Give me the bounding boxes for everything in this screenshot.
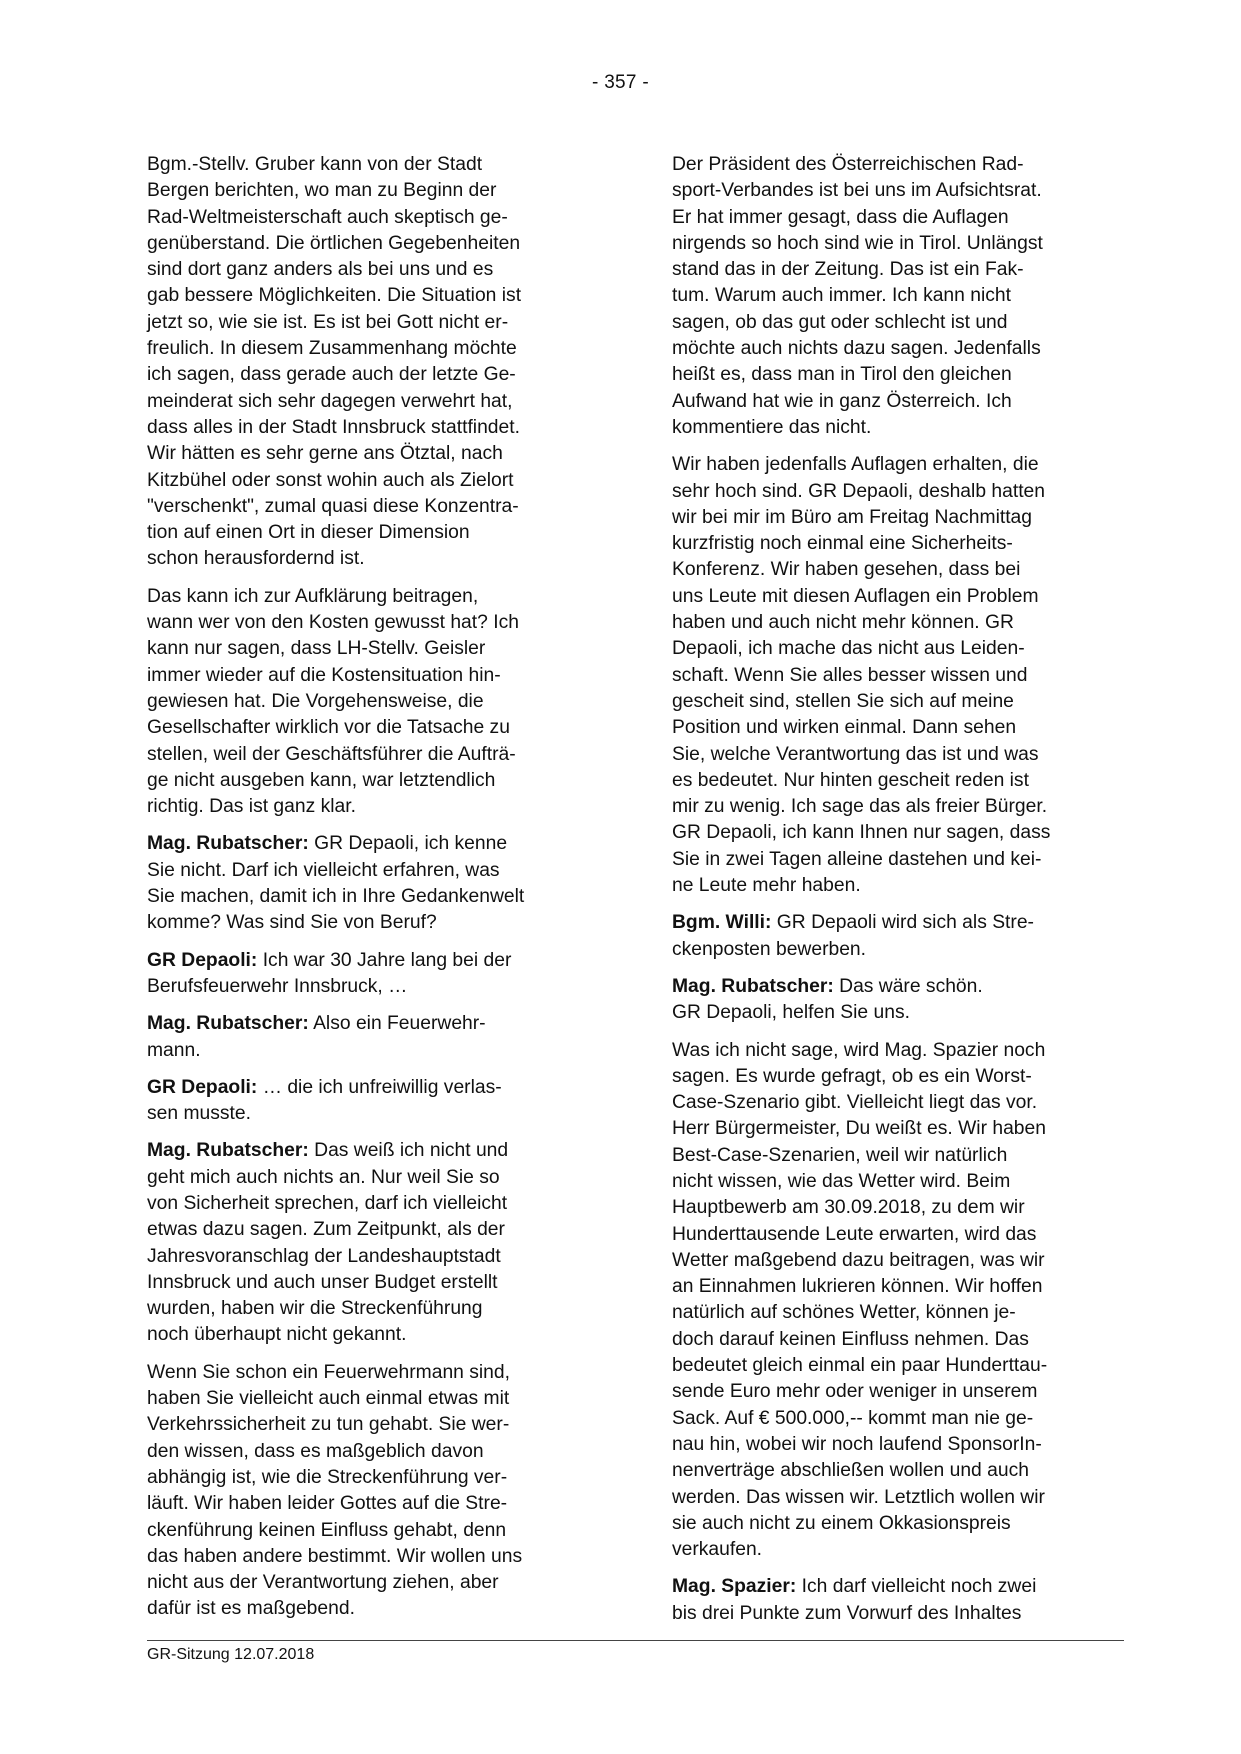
text-paragraph (672, 452, 1142, 899)
text-line: Wir haben jedenfalls Auflagen erhalten, die (672, 454, 1039, 476)
text-line: kann nur sagen, dass LH-Stellv. Geisler (147, 638, 486, 660)
text-line: kommentiere das nicht. (672, 416, 872, 438)
text-line (147, 831, 617, 857)
text-line: Innsbruck und auch unser Budget erstellt (147, 1271, 498, 1293)
text-line: Bgm.-Stellv. Gruber kann von der Stadt (147, 154, 483, 175)
text-line: gewiesen hat. Die Vorgehensweise, die (147, 690, 484, 712)
text-line: dafür ist es maßgebend. (147, 1598, 355, 1620)
text-line: meinderat sich sehr dagegen verwehrt hat, (147, 390, 513, 412)
text-line: Konferenz. Wir haben gesehen, dass bei (672, 559, 1021, 581)
speech-paragraph (147, 948, 617, 1001)
text-line: nicht aus der Verantwortung ziehen, aber (147, 1572, 499, 1594)
text-line: haben und auch nicht mehr können. GR (672, 612, 1014, 634)
text-line: haben Sie vielleicht auch einmal etwas mit (147, 1388, 510, 1410)
text-line (147, 1011, 617, 1037)
text-line: Case-Szenario gibt. Vielleicht liegt das vor. (672, 1092, 1038, 1114)
text-line: kurzfristig noch einmal eine Sicherheits- (672, 533, 1013, 555)
speaker-name: Mag. Rubatscher: (147, 833, 309, 855)
text-line: tum. Warum auch immer. Ich kann nicht (672, 285, 1011, 307)
text-line: werden. Das wissen wir. Letztlich wollen wir (672, 1486, 1045, 1508)
speech-paragraph (672, 1574, 1142, 1627)
text-line: natürlich auf schönes Wetter, können je- (672, 1302, 1016, 1324)
text-line: "verschenkt", zumal quasi diese Konzentra- (147, 495, 519, 517)
text-line (672, 974, 1142, 1000)
text-line: etwas dazu sagen. Zum Zeitpunkt, als der (147, 1219, 505, 1241)
text-line: abhängig ist, wie die Streckenführung ver- (147, 1466, 508, 1488)
text-line: gescheit sind, stellen Sie sich auf meine (672, 690, 1014, 712)
speech-text: Also ein Feuerwehr- (308, 1013, 486, 1035)
text-line: verkaufen. (672, 1539, 763, 1561)
text-line: ne Leute mehr haben. (672, 875, 861, 897)
text-line: ckenposten bewerben. (672, 938, 867, 960)
text-line: Aufwand hat wie in ganz Österreich. Ich (672, 390, 1012, 412)
text-line: komme? Was sind Sie von Beruf? (147, 912, 437, 934)
speaker-name: Bgm. Willi: (672, 912, 772, 934)
text-line: bis drei Punkte zum Vorwurf des Inhaltes (672, 1602, 1022, 1624)
text-line: Gesellschafter wirklich vor die Tatsache zu (147, 717, 510, 739)
text-line: das haben andere bestimmt. Wir wollen uns (147, 1545, 523, 1567)
text-line: ckenführung keinen Einfluss gehabt, denn (147, 1519, 507, 1541)
speech-text: Das weiß ich nicht und (308, 1140, 509, 1162)
text-line: nicht wissen, wie das Wetter wird. Beim (672, 1170, 1011, 1192)
text-line: sehr hoch sind. GR Depaoli, deshalb hatten (672, 480, 1045, 502)
speech-paragraph (672, 910, 1142, 963)
text-line: tion auf einen Ort in dieser Dimension (147, 522, 470, 544)
speaker-name: Mag. Rubatscher: (672, 975, 834, 997)
text-line: Bergen berichten, wo man zu Beginn der (147, 180, 497, 202)
text-line: Er hat immer gesagt, dass die Auflagen (672, 206, 1009, 228)
text-line (147, 948, 617, 974)
text-line (672, 910, 1142, 936)
text-line: stand das in der Zeitung. Das ist ein Fak- (672, 259, 1024, 281)
text-line: freulich. In diesem Zusammenhang möchte (147, 338, 517, 360)
text-line: mir zu wenig. Ich sage das als freier Bürger. (672, 796, 1048, 818)
text-line: Der Präsident des Österreichischen Rad- (672, 154, 1024, 175)
text-line: wir bei mir im Büro am Freitag Nachmittag (672, 506, 1033, 528)
text-line: richtig. Das ist ganz klar. (147, 796, 356, 818)
speaker-name: Mag. Rubatscher: (147, 1140, 309, 1162)
text-line: Sie in zwei Tagen alleine dastehen und kei- (672, 848, 1042, 870)
text-line: heißt es, dass man in Tirol den gleichen (672, 364, 1012, 386)
text-line: Sie nicht. Darf ich vielleicht erfahren, was (147, 859, 500, 881)
footer-session-date: GR-Sitzung 12.07.2018 (147, 1646, 315, 1663)
text-line: GR Depaoli, helfen Sie uns. (672, 1002, 910, 1024)
text-line: den wissen, dass es maßgeblich davon (147, 1440, 484, 1462)
text-line: wurden, haben wir die Streckenführung (147, 1298, 483, 1320)
text-line (147, 1075, 617, 1101)
text-paragraph (147, 584, 617, 821)
text-line: doch darauf keinen Einfluss nehmen. Das (672, 1328, 1029, 1350)
text-line: sen musste. (147, 1103, 251, 1125)
text-line: sagen. Es wurde gefragt, ob es ein Worst- (672, 1065, 1032, 1087)
text-line: Depaoli, ich mache das nicht aus Leiden- (672, 638, 1025, 660)
text-line: Verkehrssicherheit zu tun gehabt. Sie wer- (147, 1414, 510, 1436)
speech-paragraph (147, 1011, 617, 1064)
text-paragraph (672, 1038, 1142, 1564)
text-line: Position und wirken einmal. Dann sehen (672, 717, 1017, 739)
speech-text: Ich war 30 Jahre lang bei der (257, 949, 512, 971)
text-line: schaft. Wenn Sie alles besser wissen und (672, 664, 1028, 686)
text-line: nirgends so hoch sind wie in Tirol. Unlängst (672, 232, 1043, 254)
speech-paragraph (672, 974, 1142, 1027)
footer-divider (147, 1640, 1124, 1641)
text-line: immer wieder auf die Kostensituation hin- (147, 664, 501, 686)
text-line: GR Depaoli, ich kann Ihnen nur sagen, dass (672, 822, 1051, 844)
text-line: sind dort ganz anders als bei uns und es (147, 259, 494, 281)
page-number: - 357 - (591, 72, 649, 93)
text-line: Wenn Sie schon ein Feuerwehrmann sind, (147, 1361, 510, 1383)
text-line: Hauptbewerb am 30.09.2018, zu dem wir (672, 1197, 1025, 1219)
speech-paragraph (147, 1075, 617, 1128)
text-line: sende Euro mehr oder weniger in unserem (672, 1381, 1038, 1403)
text-line: Das kann ich zur Aufklärung beitragen, (147, 585, 479, 607)
text-line: sagen, ob das gut oder schlecht ist und (672, 311, 1008, 333)
speech-text: GR Depaoli wird sich als Stre- (771, 912, 1034, 934)
text-line: Best-Case-Szenarien, weil wir natürlich (672, 1144, 1008, 1166)
speech-text: Ich darf vielleicht noch zwei (796, 1576, 1037, 1598)
text-line: genüberstand. Die örtlichen Gegebenheiten (147, 232, 521, 254)
speech-text: … die ich unfreiwillig verlas- (257, 1076, 502, 1098)
text-line: von Sicherheit sprechen, darf ich vielleicht (147, 1192, 508, 1214)
text-line: jetzt so, wie sie ist. Es ist bei Gott nicht er- (147, 311, 509, 333)
text-line: noch überhaupt nicht gekannt. (147, 1324, 407, 1346)
text-line: Sack. Auf € 500.000,-- kommt man nie ge- (672, 1407, 1034, 1429)
text-line: an Einnahmen lukrieren können. Wir hoffen (672, 1276, 1043, 1298)
text-line: Sie, welche Verantwortung das ist und was (672, 743, 1039, 765)
text-line: Herr Bürgermeister, Du weißt es. Wir haben (672, 1118, 1046, 1140)
text-line: Kitzbühel oder sonst wohin auch als Zielort (147, 469, 514, 491)
text-line: Rad-Weltmeisterschaft auch skeptisch ge- (147, 206, 508, 228)
right-column (672, 152, 1142, 1638)
speaker-name: Mag. Spazier: (672, 1576, 797, 1598)
text-line: dass alles in der Stadt Innsbruck stattfindet. (147, 416, 520, 438)
text-line (672, 1574, 1142, 1600)
text-line: Hunderttausende Leute erwarten, wird das (672, 1223, 1037, 1245)
text-line: Wir hätten es sehr gerne ans Ötztal, nach (147, 443, 503, 465)
text-paragraph (672, 152, 1142, 441)
left-column (147, 152, 617, 1634)
text-line: Jahresvoranschlag der Landeshauptstadt (147, 1245, 501, 1267)
text-line: sie auch nicht zu einem Okkasionspreis (672, 1512, 1011, 1534)
text-line: nau hin, wobei wir noch laufend SponsorIn- (672, 1433, 1042, 1455)
text-line: Berufsfeuerwehr Innsbruck, … (147, 975, 408, 997)
text-line: sport-Verbandes ist bei uns im Aufsichtsrat. (672, 180, 1042, 202)
speech-text: Das wäre schön. (833, 975, 983, 997)
text-line: gab bessere Möglichkeiten. Die Situation ist (147, 285, 522, 307)
speaker-name: GR Depaoli: (147, 1076, 258, 1098)
text-line: möchte auch nichts dazu sagen. Jedenfalls (672, 338, 1041, 360)
text-paragraph (147, 152, 617, 573)
text-paragraph (147, 1360, 617, 1623)
text-line: Sie machen, damit ich in Ihre Gedankenwelt (147, 886, 525, 908)
text-line: mann. (147, 1039, 201, 1061)
text-line: es bedeutet. Nur hinten gescheit reden ist (672, 769, 1029, 791)
text-line: wann wer von den Kosten gewusst hat? Ich (147, 612, 519, 634)
text-line: stellen, weil der Geschäftsführer die Aufträ- (147, 743, 516, 765)
text-line: nenverträge abschließen wollen und auch (672, 1460, 1029, 1482)
text-line: uns Leute mit diesen Auflagen ein Problem (672, 585, 1039, 607)
text-line: schon herausfordernd ist. (147, 548, 365, 570)
speech-text: GR Depaoli, ich kenne (308, 833, 508, 855)
speaker-name: GR Depaoli: (147, 949, 258, 971)
speech-paragraph (147, 1138, 617, 1348)
text-line: Was ich nicht sage, wird Mag. Spazier noch (672, 1039, 1046, 1061)
text-line: geht mich auch nichts an. Nur weil Sie so (147, 1166, 500, 1188)
text-line: bedeutet gleich einmal ein paar Hunderttau- (672, 1355, 1048, 1377)
text-line: ich sagen, dass gerade auch der letzte Ge- (147, 364, 516, 386)
text-line: ge nicht ausgeben kann, war letztendlich (147, 769, 496, 791)
speaker-name: Mag. Rubatscher: (147, 1013, 309, 1035)
text-line (147, 1138, 617, 1164)
speech-paragraph (147, 831, 617, 936)
text-line: läuft. Wir haben leider Gottes auf die Stre- (147, 1493, 508, 1515)
text-line: Wetter maßgebend dazu beitragen, was wir (672, 1249, 1045, 1271)
